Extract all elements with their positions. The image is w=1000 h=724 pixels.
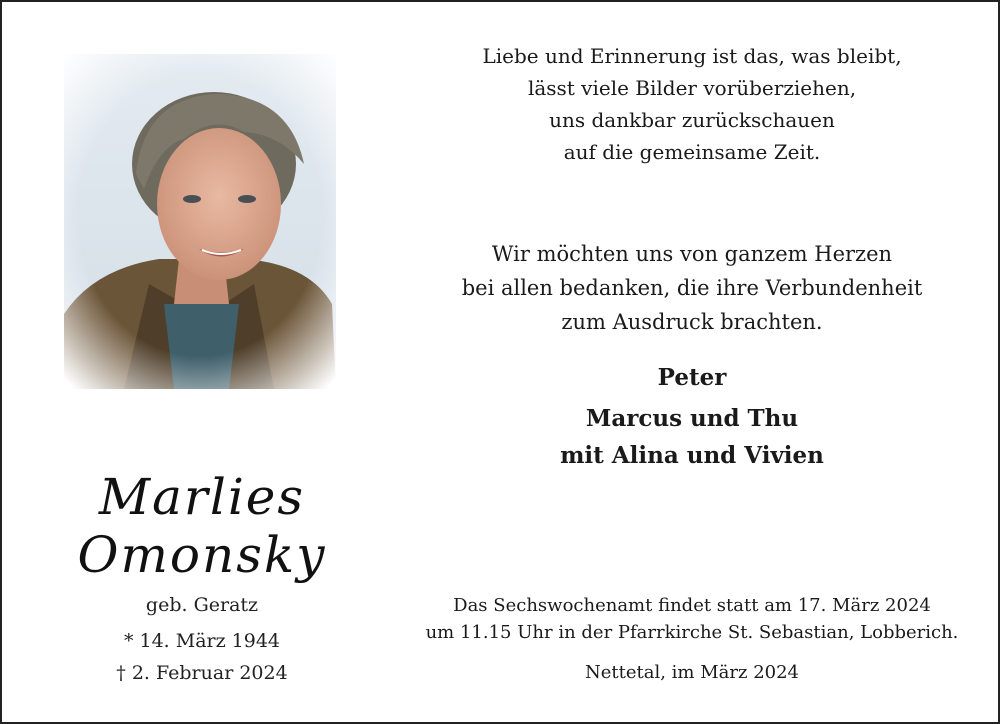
- mourner-name: mit Alina und Vivien: [560, 442, 824, 469]
- place-date: Nettetal, im März 2024: [584, 662, 799, 683]
- poem-line: uns dankbar zurückschauen: [549, 108, 835, 132]
- thanks-line: zum Ausdruck brachten.: [561, 310, 823, 334]
- birth-date: * 14. März 1944: [123, 630, 281, 652]
- mourner-name: Marcus und Thu: [585, 405, 799, 432]
- deceased-first-name: Marlies: [98, 468, 306, 526]
- deceased-last-name: Omonsky: [77, 526, 327, 584]
- birth-name: geb. Geratz: [145, 594, 259, 616]
- portrait-image: [64, 54, 336, 389]
- poem-line: lässt viele Bilder vorüberziehen,: [527, 76, 857, 100]
- service-info: [412, 592, 972, 646]
- portrait-photo: [64, 54, 336, 389]
- thanks-text: [412, 237, 972, 339]
- thanks-line: Wir möchten uns von ganzem Herzen: [491, 242, 893, 266]
- thanks-line: bei allen bedanken, die ihre Verbundenheit: [461, 276, 923, 300]
- service-line: um 11.15 Uhr in der Pfarrkirche St. Sebastian, Lobberich.: [425, 622, 959, 643]
- poem-line: auf die gemeinsame Zeit.: [563, 140, 821, 164]
- poem: [412, 40, 972, 168]
- death-date: † 2. Februar 2024: [116, 662, 288, 684]
- mourner-name: Peter: [657, 364, 727, 391]
- service-line: Das Sechswochenamt findet statt am 17. März 2024: [453, 595, 931, 616]
- poem-line: Liebe und Erinnerung ist das, was bleibt,: [482, 44, 902, 68]
